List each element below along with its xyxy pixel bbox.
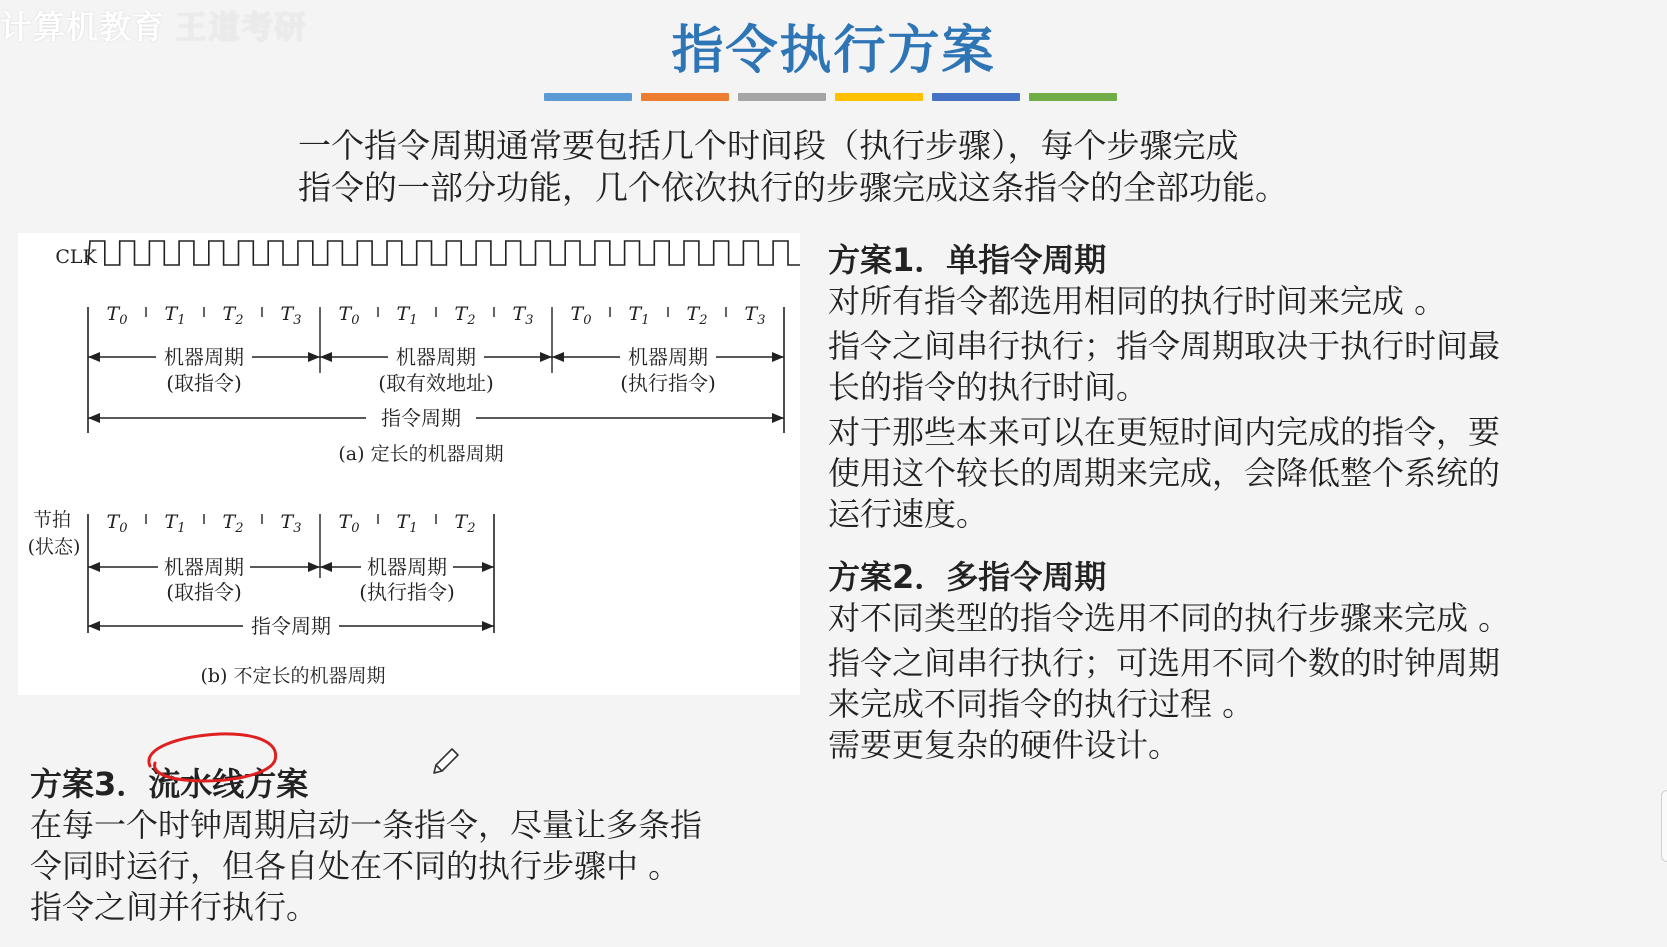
b-cycle-sub: (执行指令) [359, 580, 455, 604]
b-tick-label: $T_2$ [454, 511, 476, 536]
slide-title: 指令执行方案 [671, 21, 996, 81]
b-axis-label-top: 节拍 [32, 509, 72, 531]
a-tick-label: $T_0$ [106, 303, 128, 328]
b-caption: (b) 不定长的机器周期 [200, 665, 386, 687]
a-cycle-sub: (取有效地址) [378, 371, 494, 395]
b-cycle-name: 机器周期 [164, 555, 244, 579]
scheme2-line: 需要更复杂的硬件设计。 [828, 726, 1181, 764]
scheme3-line: 指令之间并行执行。 [30, 888, 319, 926]
a-tick-label: $T_1$ [396, 303, 418, 328]
b-cycle-arrow-head-right [308, 562, 320, 572]
scheme3-block [30, 764, 702, 928]
a-tick-label: $T_1$ [628, 303, 650, 328]
a-instr-arrow-head-right [772, 413, 784, 423]
intro-line: 一个指令周期通常要包括几个时间段（执行步骤），每个步骤完成 [298, 126, 1239, 165]
b-cycle-arrow-head-left [320, 562, 332, 572]
pencil-icon[interactable] [428, 745, 462, 779]
b-tick-label: $T_1$ [396, 511, 418, 536]
a-cycle-name: 机器周期 [628, 345, 708, 369]
a-cycle-arrow-head-left [88, 352, 100, 362]
scheme1-line: 运行速度。 [828, 495, 989, 533]
scheme2-line: 来完成不同指令的执行过程 。 [828, 685, 1255, 723]
scheme2-line: 指令之间串行执行；可选用不同个数的时钟周期 [828, 644, 1501, 682]
a-cycle-arrow-head-right [772, 352, 784, 362]
a-tick-label: $T_2$ [454, 303, 476, 328]
pipeline-circle-annotation [140, 728, 290, 788]
b-tick-label: $T_0$ [106, 511, 128, 536]
b-instr-arrow-head-left [88, 621, 100, 631]
timing-diagram-svg [18, 233, 800, 695]
color-bar-segment [932, 93, 1020, 101]
color-bar-segment [544, 93, 632, 101]
b-tick-label: $T_1$ [164, 511, 186, 536]
a-tick-label: $T_3$ [744, 303, 766, 328]
clk-label: CLK [55, 246, 97, 268]
color-bar-segment [835, 93, 923, 101]
watermark-brand: 计算机教育 [0, 8, 166, 46]
a-cycle-arrow-head-right [540, 352, 552, 362]
a-tick-label: $T_0$ [570, 303, 592, 328]
b-instr-label: 指令周期 [251, 614, 331, 638]
a-cycle-arrow-head-right [308, 352, 320, 362]
scheme1-line: 对所有指令都选用相同的执行时间来完成 。 [828, 282, 1447, 320]
a-cycle-arrow-head-left [552, 352, 564, 362]
scheme1-line: 使用这个较长的周期来完成，会降低整个系统的 [828, 454, 1501, 492]
intro-line: 指令的一部分功能，几个依次执行的步骤完成这条指令的全部功能。 [298, 168, 1288, 207]
a-cycle-sub: (执行指令) [620, 371, 716, 395]
color-bar-segment [738, 93, 826, 101]
b-tick-label: $T_2$ [222, 511, 244, 536]
scheme1-heading: 方案1．单指令周期 [828, 241, 1107, 279]
scheme2-line: 对不同类型的指令选用不同的执行步骤来完成 。 [828, 599, 1511, 637]
b-cycle-arrow-head-left [88, 562, 100, 572]
scheme3-heading: 方案3．流水线方案 [30, 765, 309, 803]
a-cycle-arrow-head-left [320, 352, 332, 362]
intro-text [298, 125, 1418, 209]
b-instr-arrow-head-right [482, 621, 494, 631]
scheme1-block [828, 240, 1500, 535]
a-cycle-sub: (取指令) [166, 371, 242, 395]
a-cycle-name: 机器周期 [396, 345, 476, 369]
title-color-bar [544, 93, 1126, 101]
a-cycle-name: 机器周期 [164, 345, 244, 369]
a-tick-label: $T_2$ [686, 303, 708, 328]
scheme1-line: 对于那些本来可以在更短时间内完成的指令，要 [828, 413, 1501, 451]
color-bar-segment [1029, 93, 1117, 101]
scheme1-line: 指令之间串行执行；指令周期取决于执行时间最 [828, 327, 1501, 365]
scheme3-line: 在每一个时钟周期启动一条指令，尽量让多条指 [30, 806, 703, 844]
b-cycle-arrow-head-right [482, 562, 494, 572]
a-instr-label: 指令周期 [381, 406, 461, 430]
b-cycle-sub: (取指令) [166, 580, 242, 604]
a-tick-label: $T_1$ [164, 303, 186, 328]
clk-waveform [88, 241, 800, 265]
b-tick-label: $T_3$ [280, 511, 302, 536]
a-instr-arrow-head-left [88, 413, 100, 423]
scheme2-heading: 方案2．多指令周期 [828, 558, 1107, 596]
b-axis-label-bottom: (状态) [27, 536, 81, 558]
scheme1-line: 长的指令的执行时间。 [828, 368, 1149, 406]
watermark-faint: 王道考研 [175, 8, 308, 46]
timing-diagram [18, 233, 800, 695]
scheme3-line: 令同时运行，但各自处在不同的执行步骤中 。 [30, 847, 681, 885]
scroll-handle[interactable] [1661, 790, 1667, 862]
color-bar-segment [641, 93, 729, 101]
b-cycle-name: 机器周期 [367, 555, 447, 579]
a-tick-label: $T_3$ [280, 303, 302, 328]
b-tick-label: $T_0$ [338, 511, 360, 536]
scheme2-block [828, 557, 1510, 766]
a-caption: (a) 定长的机器周期 [338, 443, 504, 465]
a-tick-label: $T_0$ [338, 303, 360, 328]
a-tick-label: $T_2$ [222, 303, 244, 328]
a-tick-label: $T_3$ [512, 303, 534, 328]
